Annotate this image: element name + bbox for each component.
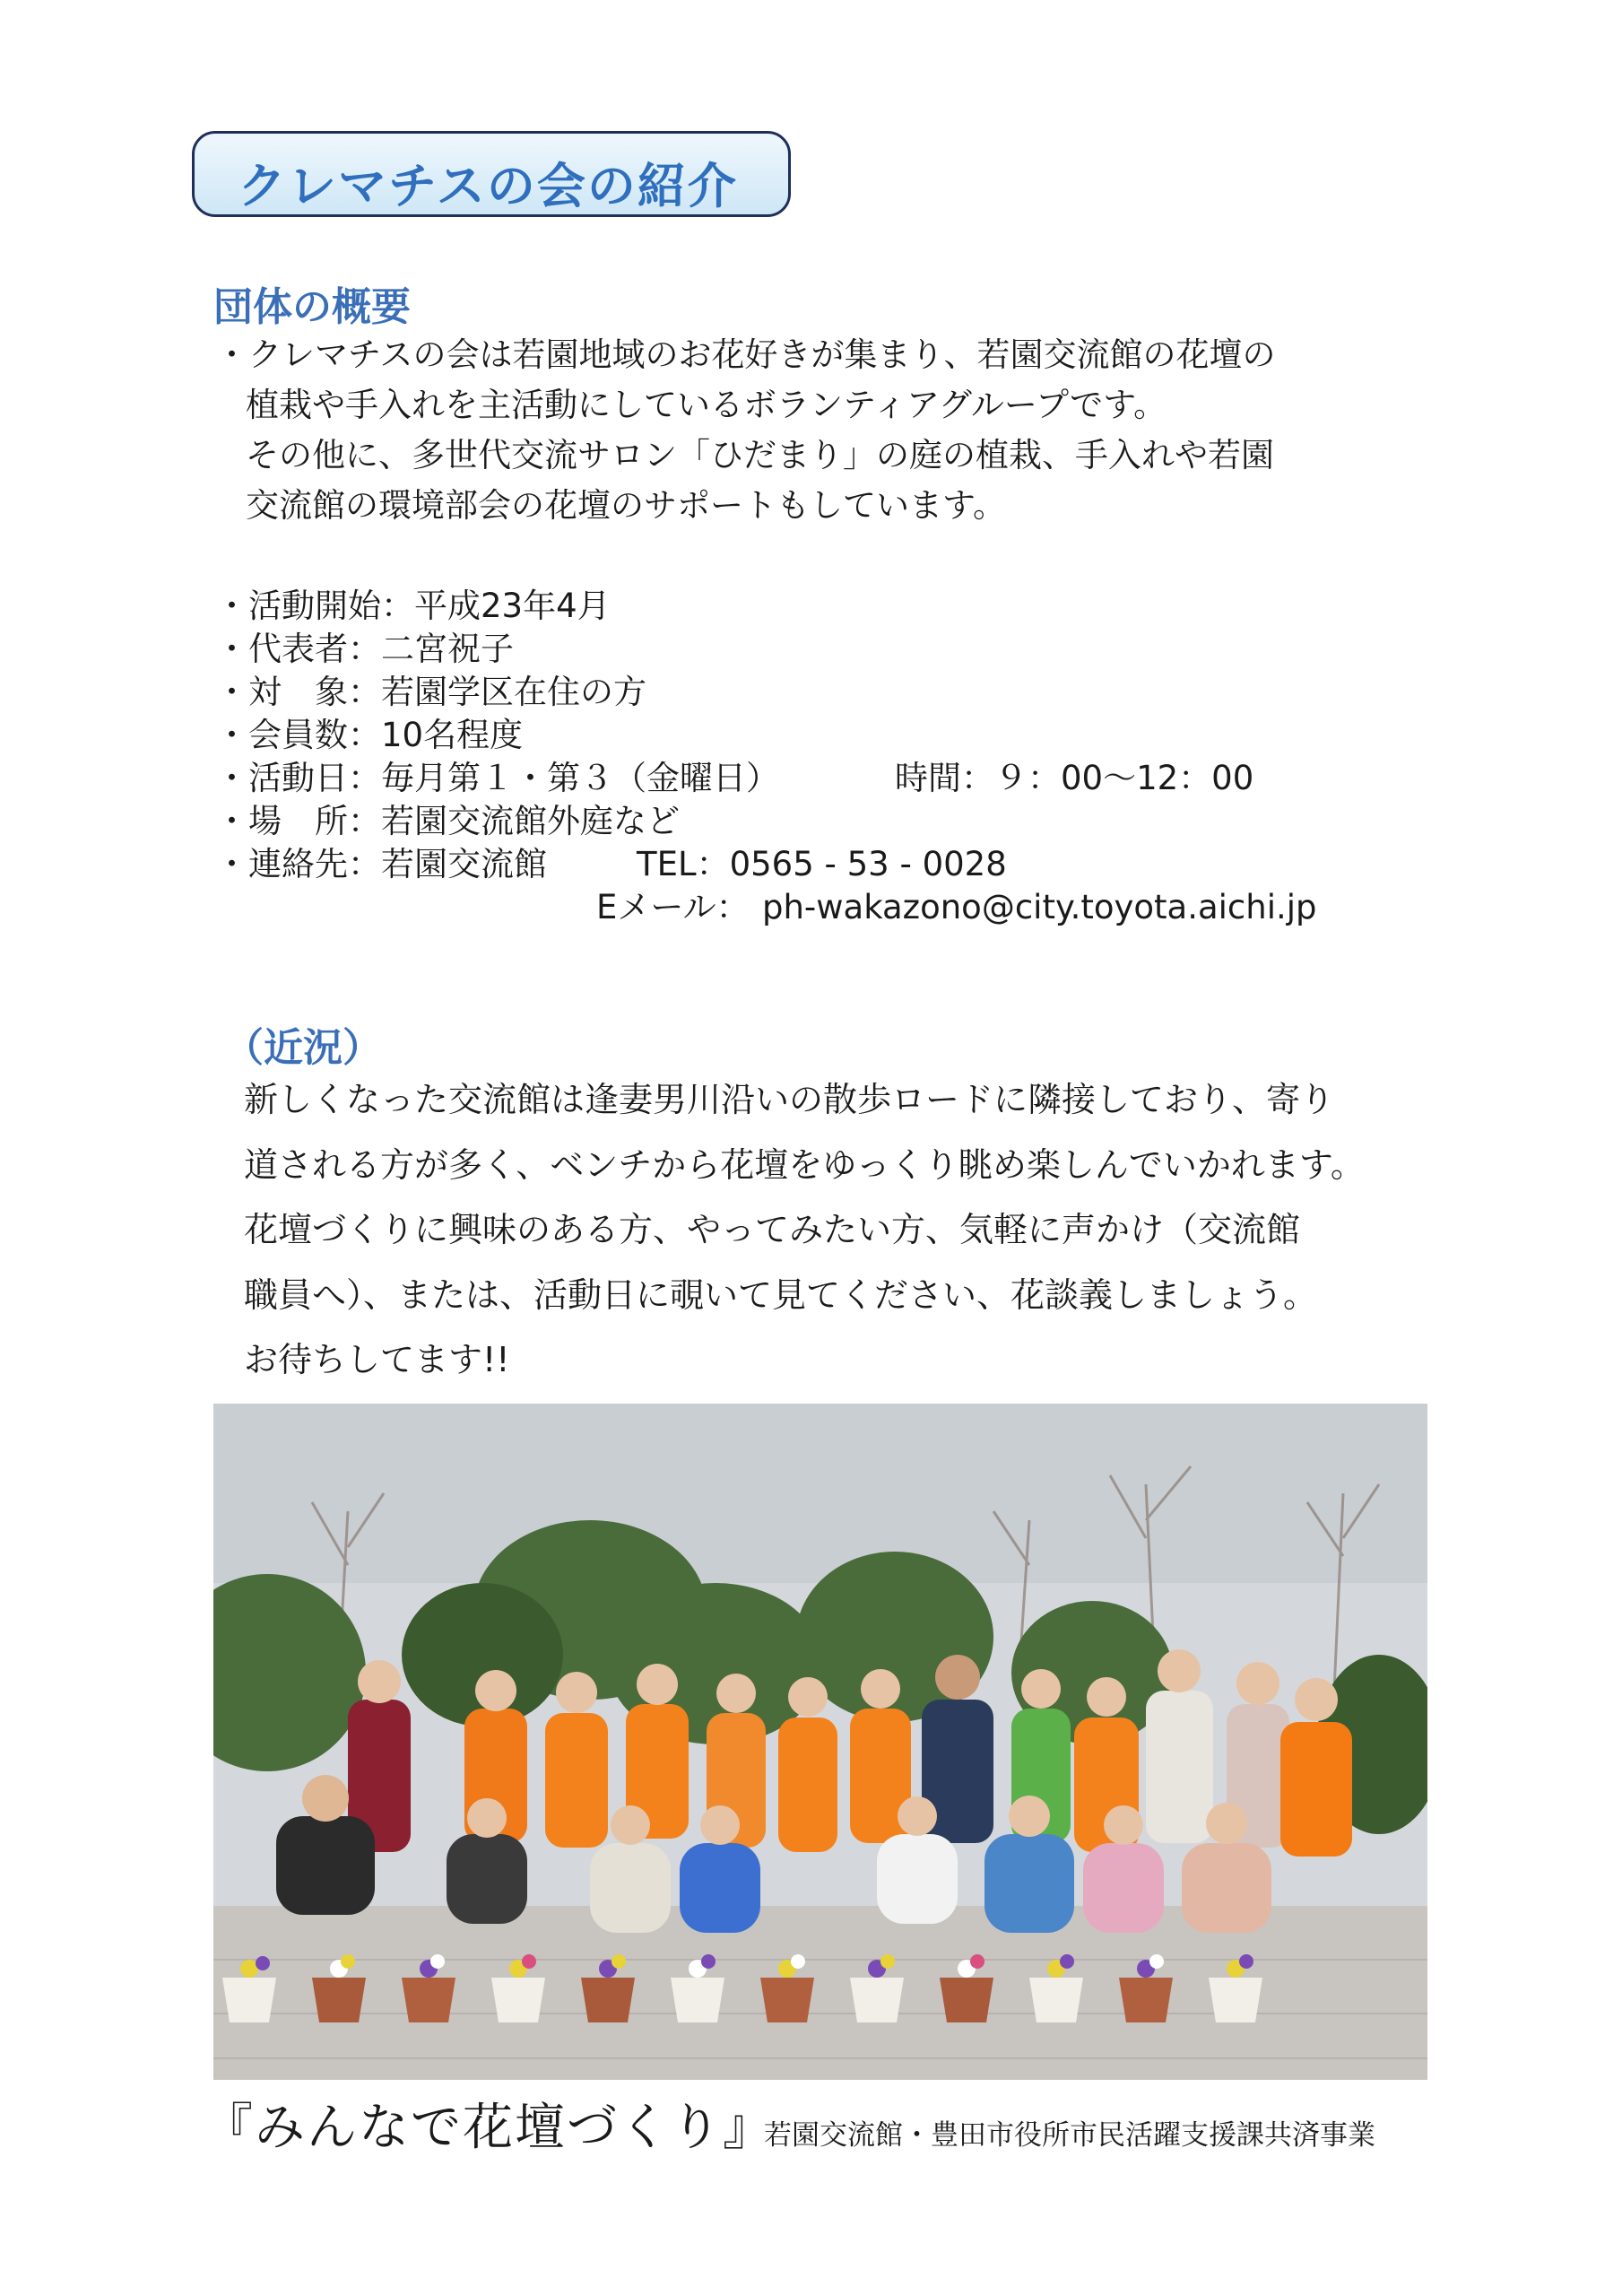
overview-heading: 団体の概要 (213, 284, 411, 330)
overview-line: その他に、多世代交流サロン「ひだまり」の庭の植栽、手入れや若園 (246, 436, 1274, 474)
info-days: ・活動日：毎月第１・第３（金曜日） (215, 759, 779, 797)
overview-line: 植栽や手入れを主活動にしているボランティアグループです。 (246, 386, 1167, 424)
info-email-label: Eメール： (596, 888, 750, 926)
photo-caption-sponsor: 若園交流館・豊田市役所市民活躍支援課共済事業 (764, 2119, 1375, 2152)
page-title: クレマチスの会の紹介 (238, 158, 738, 214)
info-members: ・会員数：10名程度 (215, 716, 524, 754)
group-photo-illustration (213, 1404, 1427, 2080)
info-tel: TEL：0565 - 53 - 0028 (637, 845, 1007, 883)
recent-line: お待ちしてます!! (244, 1340, 510, 1379)
overview-line: ・クレマチスの会は若園地域のお花好きが集まり、若園交流館の花壇の (215, 335, 1276, 374)
info-email[interactable]: ph-wakazono@city.toyota.aichi.jp (762, 888, 1317, 926)
photo-caption-title: 『みんなで花壇づくり』 (203, 2099, 775, 2157)
recent-line: 花壇づくりに興味のある方、やってみたい方、気軽に声かけ（交流館 (244, 1210, 1301, 1249)
info-place: ・場 所：若園交流館外庭など (215, 802, 680, 840)
info-start: ・活動開始：平成23年4月 (215, 587, 611, 625)
info-contact: ・連絡先：若園交流館 (215, 845, 547, 883)
info-target: ・対 象：若園学区在住の方 (215, 673, 646, 711)
title-box (192, 131, 791, 217)
recent-line: 道される方が多く、ベンチから花壇をゆっくり眺め楽しんでいかれます。 (244, 1145, 1365, 1185)
recent-heading: （近況） (224, 1025, 382, 1071)
info-representative: ・代表者：二宮祝子 (215, 630, 514, 668)
recent-line: 職員へ）、または、活動日に覗いて見てください、花談義しましょう。 (244, 1275, 1318, 1315)
group-photo (213, 1404, 1427, 2080)
overview-line: 交流館の環境部会の花壇のサポートもしています。 (246, 486, 1007, 525)
recent-line: 新しくなった交流館は逢妻男川沿いの散歩ロードに隣接しており、寄り (244, 1080, 1335, 1119)
info-time: 時間：９：00〜12：00 (895, 759, 1254, 797)
overview-paragraph (215, 330, 1276, 531)
